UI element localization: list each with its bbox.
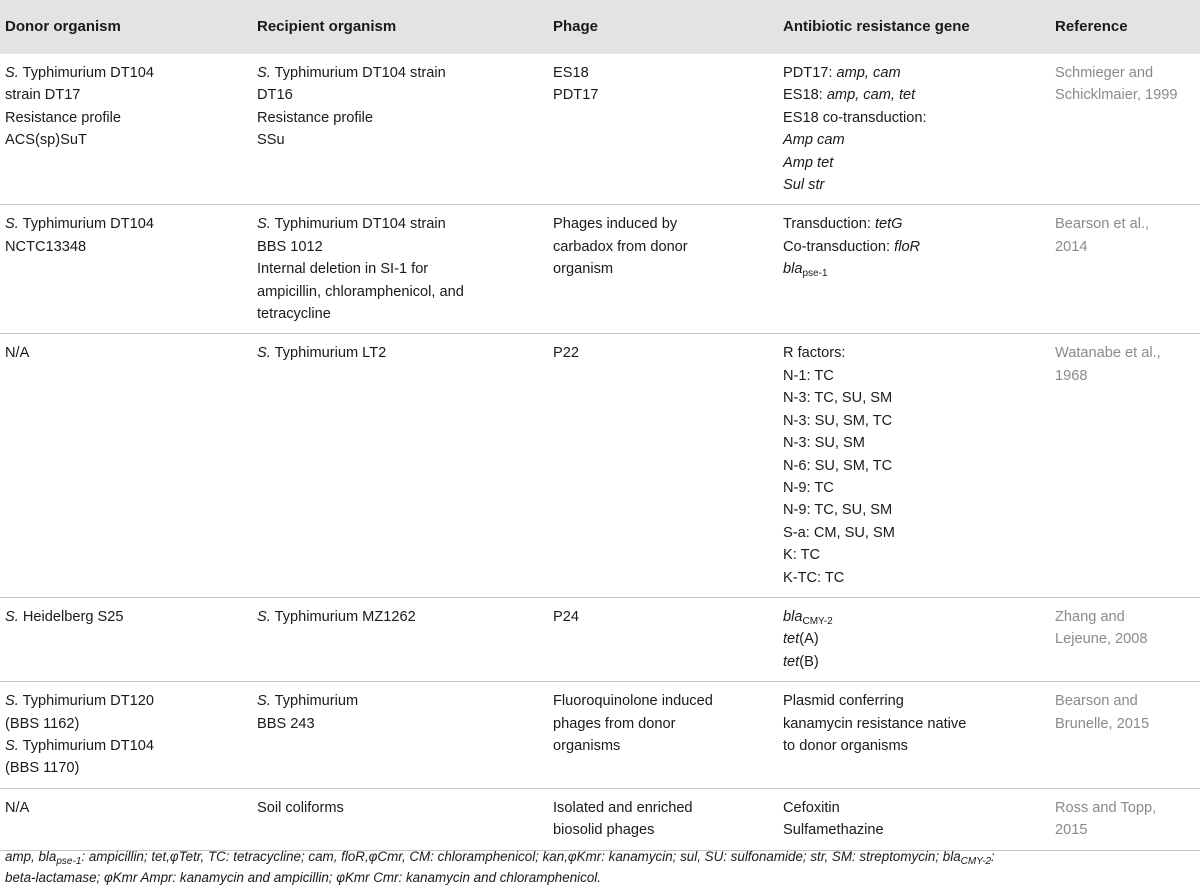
table-row [0,682,1200,789]
cell-recipient [252,597,548,681]
header-reference: Reference [1050,0,1200,54]
cell-line: Isolated and enriched [553,799,693,816]
cell-line: ES18: amp, cam, tet [783,87,916,104]
cell-donor [0,788,252,850]
cell-line: Schmieger and [1055,65,1154,81]
cell-line: phages from donor [553,715,676,732]
cell-gene [778,682,1050,789]
cell-line: Resistance profile [5,109,121,126]
cell-line: Resistance profile [257,109,373,126]
table-footnote [5,846,1195,888]
cell-donor [0,54,252,205]
cell-line: Zhang and [1055,608,1125,625]
cell-line: DT16 [257,87,293,104]
cell-line: Watanabe et al., [1055,345,1161,362]
footnote-line: beta-lactamase; φKmr Ampr: kanamycin and ampicillin; φKmr Cmr: kanamycin and chloramphenicol. [5,870,601,885]
cell-line: to donor organisms [783,737,908,754]
cell-line: organism [553,261,614,278]
cell-line: tet(B) [783,653,819,670]
cell-donor [0,205,252,334]
cell-line: Amp cam [783,132,845,149]
cell-line: R factors: [783,345,846,362]
cell-line: biosolid phages [553,822,655,839]
cell-line: S. Typhimurium LT2 [257,345,387,362]
table-row [0,597,1200,681]
cell-line: P24 [553,608,579,625]
cell-line: Brunelle, 2015 [1055,715,1150,732]
cell-line: tet(A) [783,631,819,648]
cell-line: BBS 1012 [257,238,323,255]
cell-line: Plasmid conferring [783,693,904,710]
table-row [0,334,1200,597]
cell-line: Fluoroquinolone induced [553,693,713,710]
cell-line: (BBS 1170) [5,760,80,777]
cell-line: Lejeune, 2008 [1055,631,1148,648]
cell-line: K-TC: TC [783,569,845,586]
cell-line: strain DT17 [5,87,81,104]
cell-reference [1050,597,1200,681]
cell-line: Schicklmaier, 1999 [1055,87,1178,104]
header-row [0,0,1200,54]
cell-line: BBS 243 [257,715,315,732]
cell-line: S-a: CM, SU, SM [783,524,895,541]
table-header [0,0,1200,54]
footnote-line: amp, bla$_{pse-1}$: ampicillin; tet,φTetr, TC: tetracycline; cam, floR,φCmr, CM: chloramphenicol; kan,φKmr: kanamycin; sul, SU: sulfonamide; str, SM: streptomycin; bla$_{CMY-2}$: [5,849,995,867]
cell-line: (BBS 1162) [5,715,80,732]
cell-gene [778,54,1050,205]
cell-line: Amp tet [783,154,834,171]
cell-gene [778,597,1050,681]
cell-line: Co-transduction: floR [783,238,921,255]
cell-line: Transduction: tetG [783,216,903,233]
cell-line: N-3: SU, SM, TC [783,412,893,429]
cell-line: Bearson et al., [1055,216,1150,233]
cell-phage [548,205,778,334]
cell-line: bla$_{pse-1}$ [783,261,828,280]
table-body [0,54,1200,850]
cell-line: Cefoxitin [783,799,840,816]
cell-line: Ross and Topp, [1055,799,1157,816]
cell-line: tetracycline [257,306,331,323]
cell-line: Phages induced by [553,216,678,233]
cell-reference [1050,334,1200,597]
cell-line: S. Typhimurium DT104 [5,737,154,754]
cell-recipient [252,54,548,205]
cell-line: S. Typhimurium DT104 [5,216,154,233]
cell-line: Internal deletion in SI-1 for [257,261,429,278]
cell-donor [0,334,252,597]
cell-recipient [252,682,548,789]
cell-line: S. Typhimurium DT104 strain [257,65,446,81]
header-donor: Donor organism [0,0,252,54]
cell-line: kanamycin resistance native [783,715,967,732]
cell-line: S. Typhimurium DT104 [5,65,154,81]
cell-line: N-9: TC [783,479,834,496]
header-recipient: Recipient organism [252,0,548,54]
cell-line: organisms [553,737,621,754]
cell-phage [548,334,778,597]
cell-line: 1968 [1055,367,1088,384]
cell-line: S. Typhimurium DT104 strain [257,216,446,233]
cell-line: K: TC [783,547,821,564]
cell-line: ES18 co-transduction: [783,109,927,126]
cell-line: S. Typhimurium DT120 [5,693,154,710]
table-row [0,54,1200,205]
cell-line: N-1: TC [783,367,834,384]
cell-line: PDT17 [553,87,599,104]
cell-phage [548,788,778,850]
cell-line: ACS(sp)SuT [5,132,87,149]
cell-line: carbadox from donor [553,238,688,255]
cell-line: Sul str [783,177,825,194]
cell-line: N/A [5,345,30,362]
cell-line: ES18 [553,65,589,81]
cell-line: 2014 [1055,238,1088,255]
cell-line: N-9: TC, SU, SM [783,502,893,519]
cell-line: PDT17: amp, cam [783,65,901,81]
cell-line: bla$_{CMY-2}$ [783,608,833,627]
cell-line: SSu [257,132,285,149]
cell-line: Sulfamethazine [783,822,884,839]
cell-line: Bearson and [1055,693,1138,710]
cell-phage [548,597,778,681]
header-gene: Antibiotic resistance gene [778,0,1050,54]
cell-recipient [252,788,548,850]
cell-reference [1050,788,1200,850]
cell-donor [0,597,252,681]
table-row [0,788,1200,850]
cell-gene [778,205,1050,334]
cell-line: N-3: SU, SM [783,435,865,452]
cell-line: N/A [5,799,30,816]
cell-gene [778,334,1050,597]
cell-line: ampicillin, chloramphenicol, and [257,283,464,300]
cell-line: N-6: SU, SM, TC [783,457,893,474]
cell-gene [778,788,1050,850]
cell-phage [548,54,778,205]
cell-line: S. Typhimurium [257,693,359,710]
cell-recipient [252,334,548,597]
cell-line: Soil coliforms [257,799,344,816]
cell-line: 2015 [1055,822,1088,839]
cell-phage [548,682,778,789]
cell-line: N-3: TC, SU, SM [783,390,893,407]
cell-line: P22 [553,345,579,362]
cell-reference [1050,54,1200,205]
cell-recipient [252,205,548,334]
cell-line: S. Typhimurium MZ1262 [257,608,416,625]
cell-line: NCTC13348 [5,238,87,255]
cell-reference [1050,205,1200,334]
header-phage: Phage [548,0,778,54]
cell-donor [0,682,252,789]
table-row [0,205,1200,334]
cell-reference [1050,682,1200,789]
cell-line: S. Heidelberg S25 [5,608,124,625]
